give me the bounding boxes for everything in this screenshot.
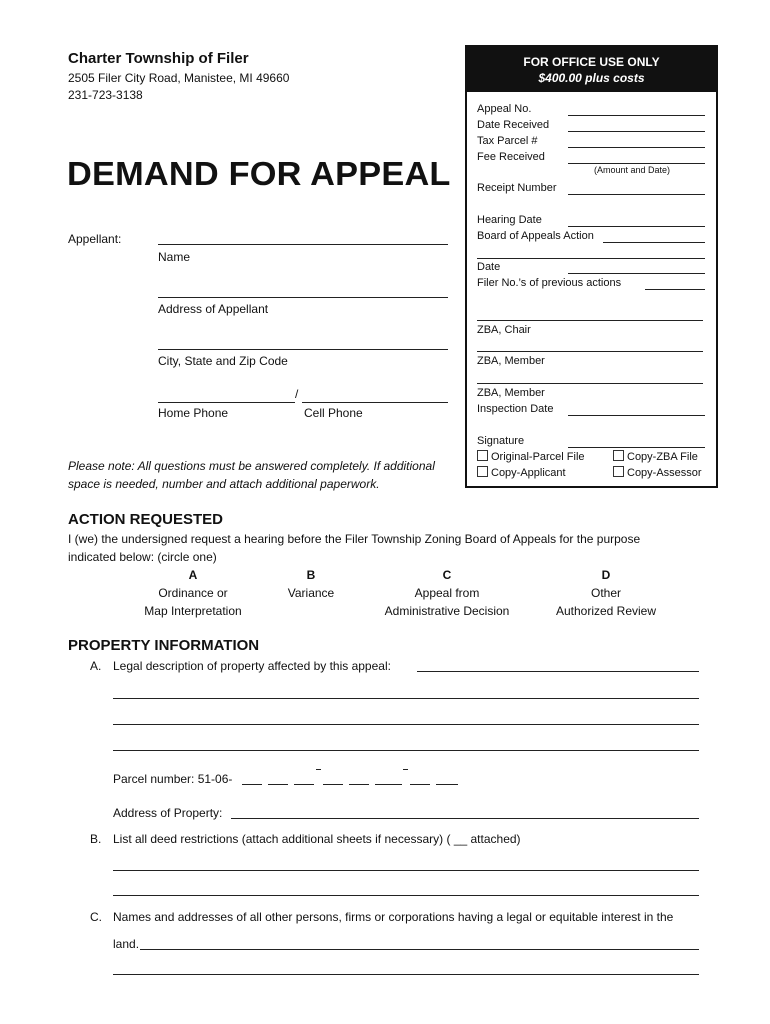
fee-received-field[interactable] xyxy=(568,163,705,164)
appeal-no-label: Appeal No. xyxy=(477,103,532,115)
phone-separator: / xyxy=(295,387,299,401)
property-address-label: Address of Property: xyxy=(113,806,223,820)
checkbox-icon[interactable] xyxy=(477,450,488,461)
office-cost: $400.00 plus costs xyxy=(538,71,645,85)
item-c-marker: C. xyxy=(90,910,102,924)
parcel-digit-field[interactable] xyxy=(375,784,402,785)
township-address: 2505 Filer City Road, Manistee, MI 49660 xyxy=(68,71,290,85)
form-title: DEMAND FOR APPEAL xyxy=(67,155,451,192)
option-line1: Other xyxy=(590,586,621,600)
parcel-digit-field[interactable] xyxy=(349,784,369,785)
cb-original-label: Original-Parcel File xyxy=(491,451,585,463)
cb-applicant-label: Copy-Applicant xyxy=(491,467,566,479)
legal-description-line-3[interactable] xyxy=(113,724,699,725)
checkbox-icon[interactable] xyxy=(613,450,624,461)
tax-parcel-field[interactable] xyxy=(568,147,705,148)
cb-original-parcel[interactable] xyxy=(477,450,585,463)
parcel-digit-field[interactable] xyxy=(323,784,343,785)
date-field[interactable] xyxy=(568,273,705,274)
legal-description-field[interactable] xyxy=(417,671,699,672)
signature-field[interactable] xyxy=(568,447,705,448)
interested-parties-line-2[interactable] xyxy=(113,974,699,975)
option-d[interactable] xyxy=(540,566,672,620)
item-a-marker: A. xyxy=(90,659,102,673)
cb-copy-applicant[interactable] xyxy=(477,466,566,479)
office-use-box xyxy=(465,45,718,488)
cb-copy-zba[interactable] xyxy=(613,450,698,463)
item-b-marker: B. xyxy=(90,832,102,846)
inspection-date-field[interactable] xyxy=(568,415,705,416)
option-line2: Map Interpretation xyxy=(144,604,242,618)
deed-restrictions-line-2[interactable] xyxy=(113,895,699,896)
township-name: Charter Township of Filer xyxy=(68,50,249,67)
office-use-heading: FOR OFFICE USE ONLY xyxy=(523,55,660,69)
option-letter: B xyxy=(306,568,316,582)
appeal-no-field[interactable] xyxy=(568,115,705,116)
amount-date-hint: (Amount and Date) xyxy=(594,165,671,175)
action-intro-line2: indicated below: (circle one) xyxy=(68,550,217,564)
date-label: Date xyxy=(477,261,501,273)
option-a[interactable] xyxy=(128,566,258,620)
township-phone: 231-723-3138 xyxy=(68,88,143,102)
option-letter: C xyxy=(442,568,452,582)
date-received-label: Date Received xyxy=(477,119,550,131)
option-letter: D xyxy=(601,568,611,582)
appellant-name-field[interactable] xyxy=(158,244,448,245)
parcel-digit-field[interactable] xyxy=(268,784,288,785)
option-c[interactable] xyxy=(372,566,522,620)
option-line1: Appeal from xyxy=(414,586,480,600)
hearing-date-label: Hearing Date xyxy=(477,214,542,226)
signature-label: Signature xyxy=(477,435,525,447)
land-label: land. xyxy=(113,937,140,951)
home-phone-field[interactable] xyxy=(158,402,295,403)
tax-parcel-label: Tax Parcel # xyxy=(477,135,538,147)
receipt-number-field[interactable] xyxy=(568,194,705,195)
checkbox-icon[interactable] xyxy=(477,466,488,477)
city-caption: City, State and Zip Code xyxy=(158,354,288,368)
cb-assessor-label: Copy-Assessor xyxy=(627,467,702,479)
deed-restrictions-label: List all deed restrictions (attach additional sheets if necessary) ( __ attached) xyxy=(113,832,521,846)
office-use-header xyxy=(467,47,716,92)
zba-chair-sign[interactable] xyxy=(477,320,703,321)
cb-copy-assessor[interactable] xyxy=(613,466,702,479)
cb-zba-label: Copy-ZBA File xyxy=(627,451,698,463)
appellant-city-field[interactable] xyxy=(158,349,448,350)
option-line1: Variance xyxy=(287,586,335,600)
option-b[interactable] xyxy=(261,566,361,602)
parcel-dash xyxy=(403,769,408,770)
name-caption: Name xyxy=(158,250,191,264)
cell-phone-field[interactable] xyxy=(302,402,448,403)
appellant-address-field[interactable] xyxy=(158,297,448,298)
date-received-field[interactable] xyxy=(568,131,705,132)
action-requested-heading: ACTION REQUESTED xyxy=(68,511,224,528)
checkbox-icon[interactable] xyxy=(613,466,624,477)
legal-description-label: Legal description of property affected by this appeal: xyxy=(113,659,391,673)
receipt-number-label: Receipt Number xyxy=(477,182,557,194)
zba-member1-label: ZBA, Member xyxy=(477,355,545,367)
parcel-dash xyxy=(316,769,321,770)
property-info-heading: PROPERTY INFORMATION xyxy=(68,637,260,654)
parcel-digit-field[interactable] xyxy=(294,784,314,785)
legal-description-line-4[interactable] xyxy=(113,750,699,751)
fee-received-label: Fee Received xyxy=(477,151,545,163)
option-line2: Authorized Review xyxy=(555,604,657,618)
option-line2: Administrative Decision xyxy=(384,604,510,618)
filer-nos-label: Filer No.’s of previous actions xyxy=(477,277,622,289)
hearing-date-field[interactable] xyxy=(568,226,705,227)
parcel-number-label: Parcel number: 51-06- xyxy=(113,772,233,786)
appellant-label: Appellant: xyxy=(68,232,122,246)
zba-member2-sign[interactable] xyxy=(477,383,703,384)
filer-nos-field[interactable] xyxy=(645,289,705,290)
option-line1: Ordinance or xyxy=(158,586,228,600)
board-action-field[interactable] xyxy=(603,242,705,243)
address-caption: Address of Appellant xyxy=(158,302,269,316)
home-phone-caption: Home Phone xyxy=(158,406,229,420)
zba-member1-sign[interactable] xyxy=(477,351,703,352)
option-letter: A xyxy=(188,568,198,582)
inspection-date-label: Inspection Date xyxy=(477,403,554,415)
property-address-field[interactable] xyxy=(231,818,699,819)
deed-restrictions-line-1[interactable] xyxy=(113,870,699,871)
interested-parties-label: Names and addresses of all other persons, firms or corporations having a legal or equitable interest in the xyxy=(113,910,674,924)
zba-chair-label: ZBA, Chair xyxy=(477,324,531,336)
legal-description-line-2[interactable] xyxy=(113,698,699,699)
completion-note: Please note: All questions must be answered completely. If additional space is needed, number and attach additional paperwork. xyxy=(68,459,435,491)
cell-phone-caption: Cell Phone xyxy=(304,406,363,420)
action-intro-line1: I (we) the undersigned request a hearing before the Filer Township Zoning Board of Appeals for the purpose xyxy=(68,532,641,546)
parcel-digit-field[interactable] xyxy=(242,784,262,785)
zba-member2-label: ZBA, Member xyxy=(477,387,545,399)
interested-parties-field[interactable] xyxy=(140,949,699,950)
board-action-field-2[interactable] xyxy=(477,258,705,259)
board-action-label: Board of Appeals Action xyxy=(477,230,594,242)
parcel-digit-field[interactable] xyxy=(410,784,430,785)
parcel-digit-field[interactable] xyxy=(436,784,458,785)
